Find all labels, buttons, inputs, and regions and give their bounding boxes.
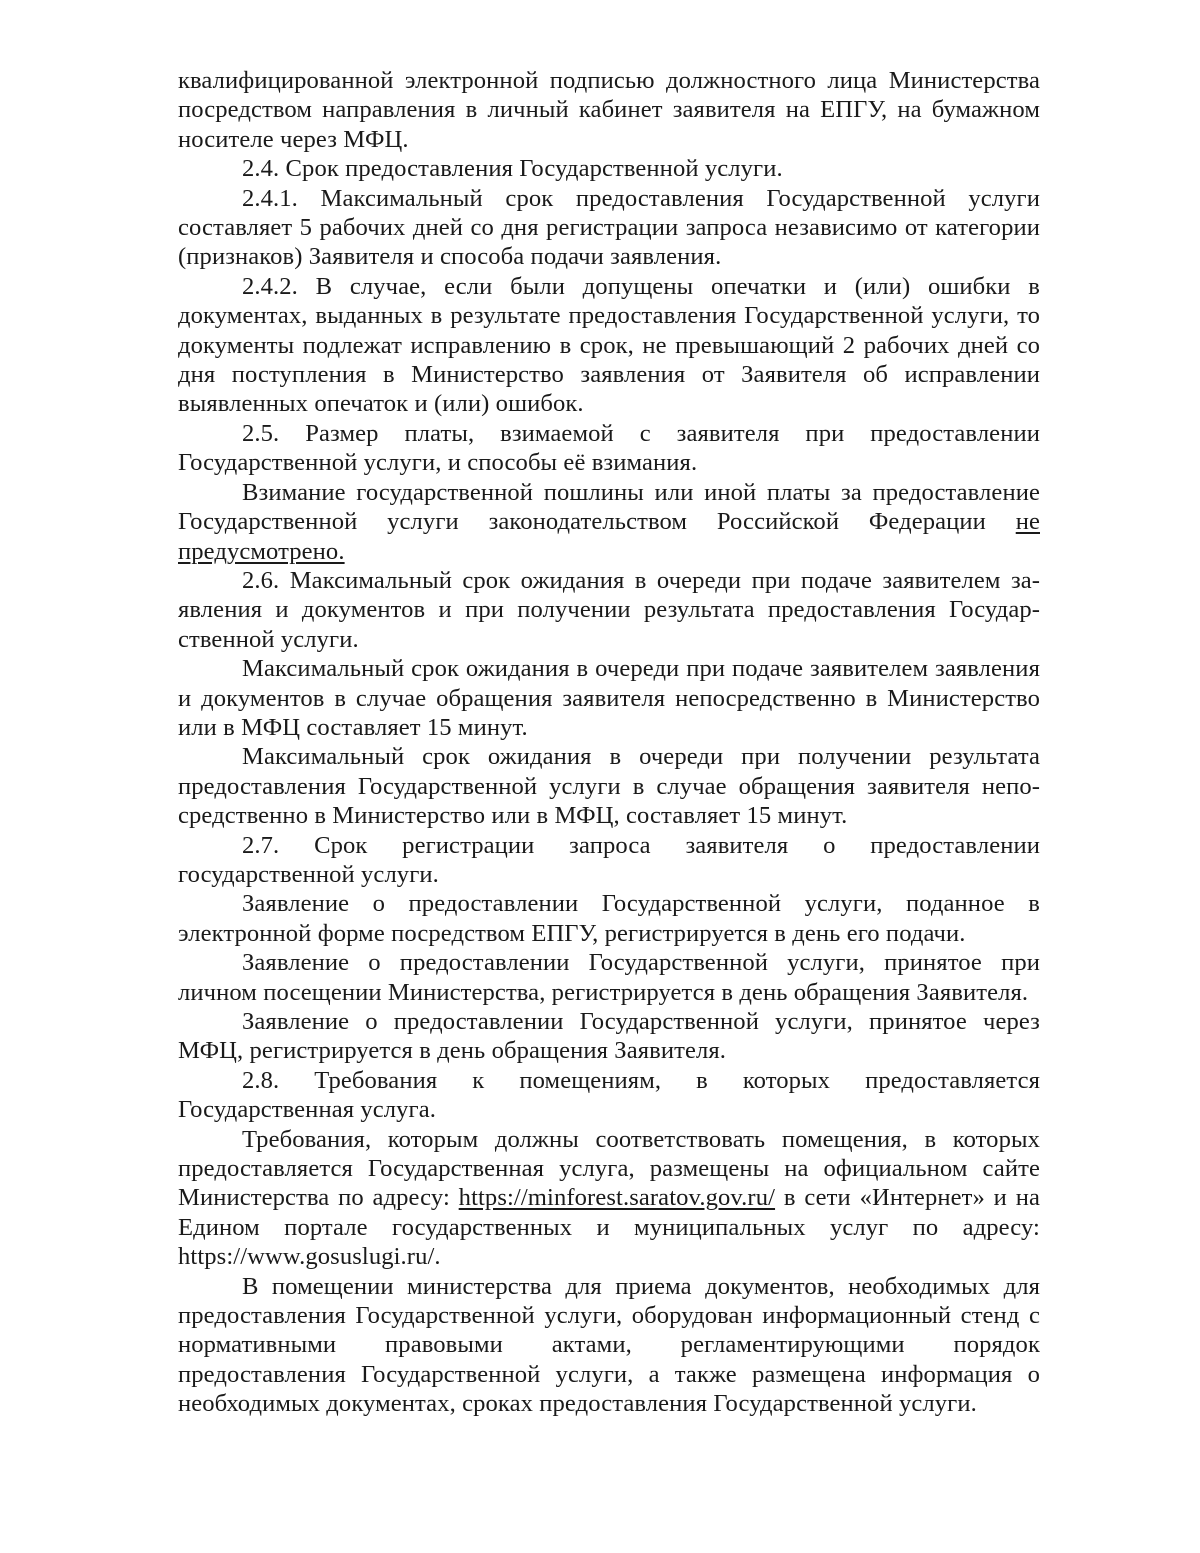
paragraph-fee [178, 478, 1040, 566]
paragraph-registration-mfc: Заявление о предоставлении Государственной услуги, принятое через МФЦ, регистрируется в день обращения Заявителя. [178, 1008, 1040, 1065]
paragraph-premises-requirements [178, 1125, 1040, 1272]
premises-text-end: в сети «Интернет» и на Едином портале государственных и муниципальных услуг по адресу: https://www.gosuslugi.ru/. [178, 1184, 1040, 1271]
premises-text-start: Требования, которым должны соответствовать помещения, в которых предоставляется Государственная услуга, размещены на официальном сайте Министерства по адресу: [178, 1125, 1040, 1212]
paragraph-registration-epgu: Заявление о предоставлении Государственной услуги, поданное в электронной форме посредством ЕПГУ, регистрируется в день его подачи. [178, 890, 1040, 947]
paragraph-queue-submission: Максимальный срок ожидания в очереди при подаче заявителем заявления и документов в случае обращения заявителя непосредственно в Министерство или в МФЦ составляет 15 минут. [178, 655, 1040, 741]
paragraph-continuation: квалифицированной электронной подписью должностного лица Министерства посредством направления в личный кабинет заявителя на ЕПГУ, на бумажном носителе через МФЦ. [178, 67, 1040, 153]
paragraph-2-4-2: 2.4.2. В случае, если были допущены опечатки и (или) ошибки в документах, выданных в результате предоставления Государственной услуги, то документы подлежат исправлению в срок, не превышающий 2 рабочих дней со дня поступления в Министерство заявления от Заявителя об исправлении выявленных опечаток и (или) ошибок. [178, 272, 1040, 418]
paragraph-registration-visit: Заявление о предоставлении Государственной услуги, принятое при личном посещении Министерства, регистрируется в день обращения Заявителя. [178, 949, 1040, 1006]
section-2-6-heading: 2.6. Максимальный срок ожидания в очереди при подаче заявителем заявления и документов и при получении результата предоставления Государственной услуги. [178, 566, 1040, 653]
paragraph-queue-result: Максимальный срок ожидания в очереди при получении результата предоставления Государственной услуги в случае обращения заявителя непосредственно в Министерство или в МФЦ, составляет 15 минут. [178, 743, 1040, 830]
fee-text: Взимание государственной пошлины или иной платы за предоставление Государственной услуги законодательством Российской Федерации [178, 478, 1040, 536]
paragraph-info-stand: В помещении министерства для приема документов, необходимых для предоставления Государственной услуги, оборудован информационный стенд с нормативными правовыми актами, регламентирующими порядок предоставления Государственной услуги, а также размещена информация о необходимых документах, сроках предоставления Государственной услуги. [178, 1272, 1040, 1418]
section-2-4-heading: 2.4. Срок предоставления Государственной услуги. [242, 155, 783, 183]
section-2-7-heading: 2.7. Срок регистрации запроса заявителя о предоставлении государственной услуги. [178, 831, 1040, 888]
document-page [178, 66, 1040, 1419]
paragraph-2-4-1: 2.4.1. Максимальный срок предоставления Государственной услуги составляет 5 рабочих дней со дня регистрации запроса независимо от категории (признаков) Заявителя и способа подачи заявления. [178, 184, 1040, 271]
minforest-link[interactable]: https://minforest.saratov.gov.ru/ [458, 1184, 776, 1212]
section-2-5-heading: 2.5. Размер платы, взимаемой с заявителя при предоставлении Государственной услуги, и способы её взимания. [178, 419, 1040, 477]
fee-not-provided: не предусмотрено. [178, 508, 1040, 565]
section-2-8-heading: 2.8. Требования к помещениям, в которых предоставляется Государственная услуга. [178, 1066, 1040, 1124]
